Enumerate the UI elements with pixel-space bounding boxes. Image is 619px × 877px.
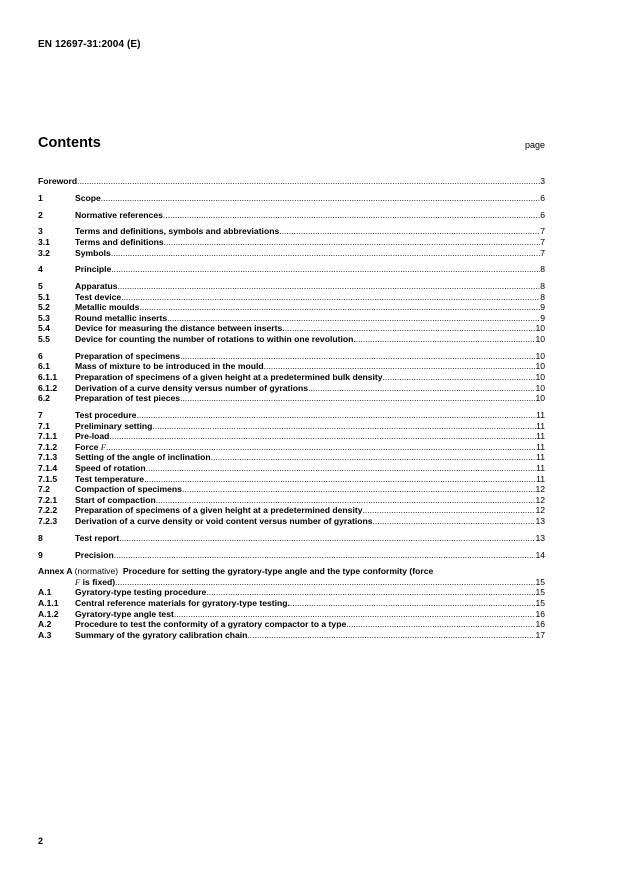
toc-entry-number: 3 — [38, 226, 43, 237]
toc-entry-page: 8 — [540, 281, 545, 292]
toc-entry-number: 9 — [38, 549, 43, 560]
leader-dots — [115, 577, 535, 588]
leader-dots — [101, 193, 540, 204]
toc-entry-title: Setting of the angle of inclination — [75, 452, 211, 463]
leader-dots — [290, 598, 536, 609]
toc-entry[interactable] — [38, 505, 545, 516]
toc-entry-number: 7.1.4 — [38, 462, 58, 473]
leader-dots — [285, 323, 536, 334]
toc-entry-page: 14 — [535, 549, 545, 560]
toc-entry[interactable] — [38, 226, 545, 237]
toc-entry-title: Test report — [75, 532, 120, 543]
toc-entry[interactable] — [38, 193, 545, 204]
toc-entry-title: Scope — [75, 192, 101, 203]
toc-entry[interactable] — [38, 587, 545, 598]
toc-entry[interactable] — [38, 302, 545, 313]
toc-entry[interactable] — [38, 313, 545, 324]
toc-entry-title: Speed of rotation — [75, 462, 146, 473]
page-column-label: page — [524, 140, 545, 150]
leader-dots — [164, 237, 541, 248]
toc-entry[interactable] — [38, 484, 545, 495]
toc-entry-number: 7.1.2 — [38, 441, 58, 452]
leader-dots — [167, 313, 540, 324]
toc-entry[interactable] — [38, 410, 545, 421]
toc-entry-title: Foreword — [38, 176, 78, 186]
leader-dots — [174, 609, 536, 620]
leader-dots — [136, 410, 536, 421]
annex-title-line2-text: is fixed) — [80, 576, 116, 587]
toc-entry-page: 13 — [535, 515, 545, 526]
toc-entry-page: 15 — [535, 587, 545, 598]
toc-entry-title: Principle — [75, 264, 112, 275]
leader-dots — [163, 210, 540, 221]
toc-entry-page: 3 — [540, 176, 545, 186]
toc-entry-page: 10 — [535, 382, 545, 393]
toc-entry-title: Gyratory-type testing procedure — [75, 587, 207, 598]
leader-dots — [118, 281, 541, 292]
toc-entry-title: Pre-load — [75, 431, 110, 442]
toc-entry-number: 6.1.2 — [38, 382, 58, 393]
toc-entry-number: 6.1.1 — [38, 372, 58, 383]
toc-entry-number: 5.2 — [38, 302, 50, 313]
annex-label: Annex A — [38, 566, 73, 577]
annex-title-line1: Procedure for setting the gyratory-type angle and the type conformity (force — [122, 566, 434, 577]
toc-entry-number: 7 — [38, 410, 43, 420]
toc-entry-page: 15 — [535, 576, 545, 587]
toc-entry-number: 1 — [38, 192, 43, 203]
toc-entry-page: 15 — [535, 598, 545, 609]
force-symbol: F — [100, 441, 107, 452]
toc-entry-title — [75, 442, 106, 453]
toc-entry[interactable] — [38, 630, 545, 641]
toc-entry[interactable] — [38, 264, 545, 275]
toc-entry-title: Metallic moulds — [75, 302, 140, 313]
leader-dots — [373, 516, 536, 527]
toc-entry-title: Symbols — [75, 247, 111, 258]
toc-entry-number: 4 — [38, 264, 43, 275]
toc-entry-number: 8 — [38, 532, 43, 543]
toc-entry[interactable] — [38, 619, 545, 630]
toc-entry-number: A.1.1 — [38, 598, 59, 609]
toc-entry-number: 5 — [38, 281, 43, 292]
toc-entry-title: Derivation of a curve density or void content versus number of gyrations — [75, 515, 373, 526]
toc-entry-title: Terms and definitions, symbols and abbreviations — [75, 226, 280, 237]
toc-entry-page: 11 — [536, 473, 545, 484]
toc-entry-number: A.1 — [38, 587, 52, 598]
toc-entry-title: Normative references — [75, 209, 163, 220]
toc-entry[interactable] — [38, 323, 545, 334]
leader-dots — [152, 421, 536, 432]
toc-entry-page: 9 — [540, 312, 545, 323]
toc-entry-title: Compaction of specimens — [75, 484, 182, 495]
toc-entry-title: Apparatus — [75, 281, 118, 292]
toc-entry[interactable] — [38, 442, 545, 453]
toc-entry[interactable] — [38, 292, 545, 303]
toc-entry[interactable] — [38, 351, 545, 362]
leader-dots — [156, 495, 536, 506]
toc-entry-number: 7.2.2 — [38, 505, 58, 516]
toc-entry-page: 12 — [535, 484, 545, 495]
toc-entry-page: 8 — [540, 264, 545, 275]
toc-entry[interactable] — [38, 598, 545, 609]
toc-entry-annex-a-continued[interactable] — [38, 577, 545, 588]
toc-entry[interactable] — [38, 550, 545, 561]
toc-entry[interactable] — [38, 393, 545, 404]
toc-entry[interactable] — [38, 361, 545, 372]
leader-dots — [356, 334, 536, 345]
toc-entry-title: Device for measuring the distance between inserts. — [75, 323, 285, 334]
toc-entry-page: 10 — [535, 393, 545, 404]
toc-entry-page: 12 — [535, 505, 545, 516]
toc-entry-page: 10 — [535, 361, 545, 372]
toc-entry-page: 7 — [540, 247, 545, 258]
toc-entry-number: 5.3 — [38, 312, 50, 323]
toc-entry-page: 8 — [540, 291, 545, 302]
toc-entry-page: 7 — [540, 236, 545, 247]
toc-entry-page: 6 — [540, 209, 545, 220]
toc-entry-title-text: Force — [75, 441, 101, 452]
toc-entry[interactable] — [38, 463, 545, 474]
leader-dots — [346, 619, 535, 630]
toc-entry-page: 11 — [536, 420, 545, 431]
toc-entry-title: Mass of mixture to be introduced in the mould — [75, 361, 264, 372]
leader-dots — [106, 442, 536, 453]
toc-entry-title: Test device — [75, 291, 122, 302]
toc-entry-title: Preliminary setting — [75, 420, 153, 431]
toc-entry-page: 16 — [535, 608, 545, 619]
toc-entry-page: 10 — [535, 372, 545, 383]
toc-entry-number: A.2 — [38, 619, 52, 630]
toc-entry-page: 9 — [540, 302, 545, 313]
toc-entry-title: Test temperature — [75, 473, 145, 484]
leader-dots — [264, 361, 536, 372]
annex-title-line2 — [75, 577, 115, 588]
toc-entry-title: Test procedure — [75, 410, 137, 420]
leader-dots — [77, 176, 540, 187]
toc-entry-number: 3.2 — [38, 247, 50, 258]
toc-entry-title: Start of compaction — [75, 494, 156, 505]
toc-entry-number: 7.2.3 — [38, 515, 58, 526]
toc-entry-page: 11 — [536, 441, 545, 452]
toc-entry-page: 11 — [536, 452, 545, 463]
table-of-contents — [38, 176, 545, 640]
toc-entry-number: A.3 — [38, 629, 52, 640]
toc-entry-number: 7.2 — [38, 484, 50, 495]
page-number: 2 — [38, 836, 44, 846]
toc-entry-annex-a[interactable] — [38, 566, 545, 577]
toc-entry[interactable] — [38, 421, 545, 432]
toc-entry-number: 7.1.1 — [38, 431, 58, 442]
toc-entry[interactable] — [38, 383, 545, 394]
annex-type: (normative) — [74, 566, 119, 577]
toc-entry-page: 6 — [540, 192, 545, 203]
toc-entry-title: Derivation of a curve density versus number of gyrations — [75, 382, 309, 393]
toc-entry-title: Procedure to test the conformity of a gyratory compactor to a type — [75, 619, 347, 630]
toc-entry-title: Central reference materials for gyratory-type testing. — [75, 598, 290, 609]
leader-dots — [362, 505, 535, 516]
toc-entry-page: 11 — [536, 410, 545, 420]
toc-entry-number: 3.1 — [38, 236, 50, 247]
toc-entry-title: Device for counting the number of rotations to within one revolution. — [75, 334, 356, 345]
toc-entry-number: 6.1 — [38, 361, 50, 372]
leader-dots — [279, 226, 540, 237]
toc-entry-number: 7.2.1 — [38, 494, 58, 505]
leader-dots — [180, 351, 535, 362]
toc-entry-page: 10 — [535, 323, 545, 334]
toc-entry[interactable] — [38, 495, 545, 506]
toc-entry-title: Round metallic inserts — [75, 312, 168, 323]
toc-entry-number: 7.1 — [38, 420, 50, 431]
annex-heading — [38, 566, 433, 577]
toc-entry-number: A.1.2 — [38, 608, 59, 619]
leader-dots — [182, 484, 535, 495]
toc-entry-page: 12 — [535, 494, 545, 505]
toc-entry[interactable] — [38, 609, 545, 620]
toc-entry-number: 5.1 — [38, 291, 50, 302]
toc-entry-title: Preparation of specimens — [75, 350, 181, 361]
toc-entry[interactable] — [38, 281, 545, 292]
toc-entry-number: 2 — [38, 209, 43, 220]
toc-entry-title: Preparation of test pieces — [75, 393, 181, 404]
toc-entry[interactable] — [38, 474, 545, 485]
toc-entry[interactable] — [38, 452, 545, 463]
toc-entry-title: Gyratory-type angle test — [75, 608, 174, 619]
toc-entry-number: 7.1.3 — [38, 452, 58, 463]
leader-dots — [119, 533, 535, 544]
toc-entry-number: 6.2 — [38, 393, 50, 404]
toc-entry-number: 5.5 — [38, 334, 50, 345]
leader-dots — [146, 463, 536, 474]
document-identifier: EN 12697-31:2004 (E) — [38, 39, 141, 50]
toc-entry[interactable] — [38, 237, 545, 248]
leader-dots — [114, 550, 536, 561]
toc-entry[interactable] — [38, 431, 545, 442]
page-title: Contents — [38, 135, 101, 151]
toc-entry-page: 7 — [540, 226, 545, 237]
toc-entry-title: Preparation of specimens of a given height at a predetermined density — [75, 505, 363, 516]
toc-entry[interactable] — [38, 334, 545, 345]
toc-entry-page: 16 — [535, 619, 545, 630]
leader-dots — [247, 630, 535, 641]
toc-entry-page: 13 — [535, 532, 545, 543]
leader-dots — [180, 393, 535, 404]
toc-entry-page: 11 — [536, 431, 545, 442]
leader-dots — [308, 383, 535, 394]
leader-dots — [121, 292, 540, 303]
leader-dots — [383, 372, 536, 383]
toc-entry-title: Summary of the gyratory calibration chain — [75, 629, 248, 640]
toc-entry[interactable] — [38, 533, 545, 544]
leader-dots — [139, 302, 540, 313]
toc-entry-foreword[interactable] — [38, 176, 545, 187]
leader-dots — [144, 474, 536, 485]
leader-dots — [206, 587, 535, 598]
toc-entry-title: Terms and definitions — [75, 236, 164, 247]
toc-entry-page: 17 — [535, 629, 545, 640]
toc-entry[interactable] — [38, 516, 545, 527]
toc-entry-page: 11 — [536, 462, 545, 473]
toc-entry-number: 7.1.5 — [38, 473, 58, 484]
leader-dots — [211, 452, 536, 463]
toc-entry-page: 10 — [535, 334, 545, 345]
toc-entry-number: 6 — [38, 350, 43, 361]
toc-entry-title: Precision — [75, 549, 114, 560]
toc-entry[interactable] — [38, 372, 545, 383]
toc-entry-title: Preparation of specimens of a given height at a predetermined bulk density — [75, 372, 383, 383]
leader-dots — [111, 248, 540, 259]
toc-entry-page: 10 — [535, 350, 545, 361]
leader-dots — [111, 264, 540, 275]
toc-entry[interactable] — [38, 248, 545, 259]
force-symbol: F — [75, 576, 81, 587]
toc-entry[interactable] — [38, 210, 545, 221]
toc-entry-number: 5.4 — [38, 323, 50, 334]
leader-dots — [109, 431, 536, 442]
